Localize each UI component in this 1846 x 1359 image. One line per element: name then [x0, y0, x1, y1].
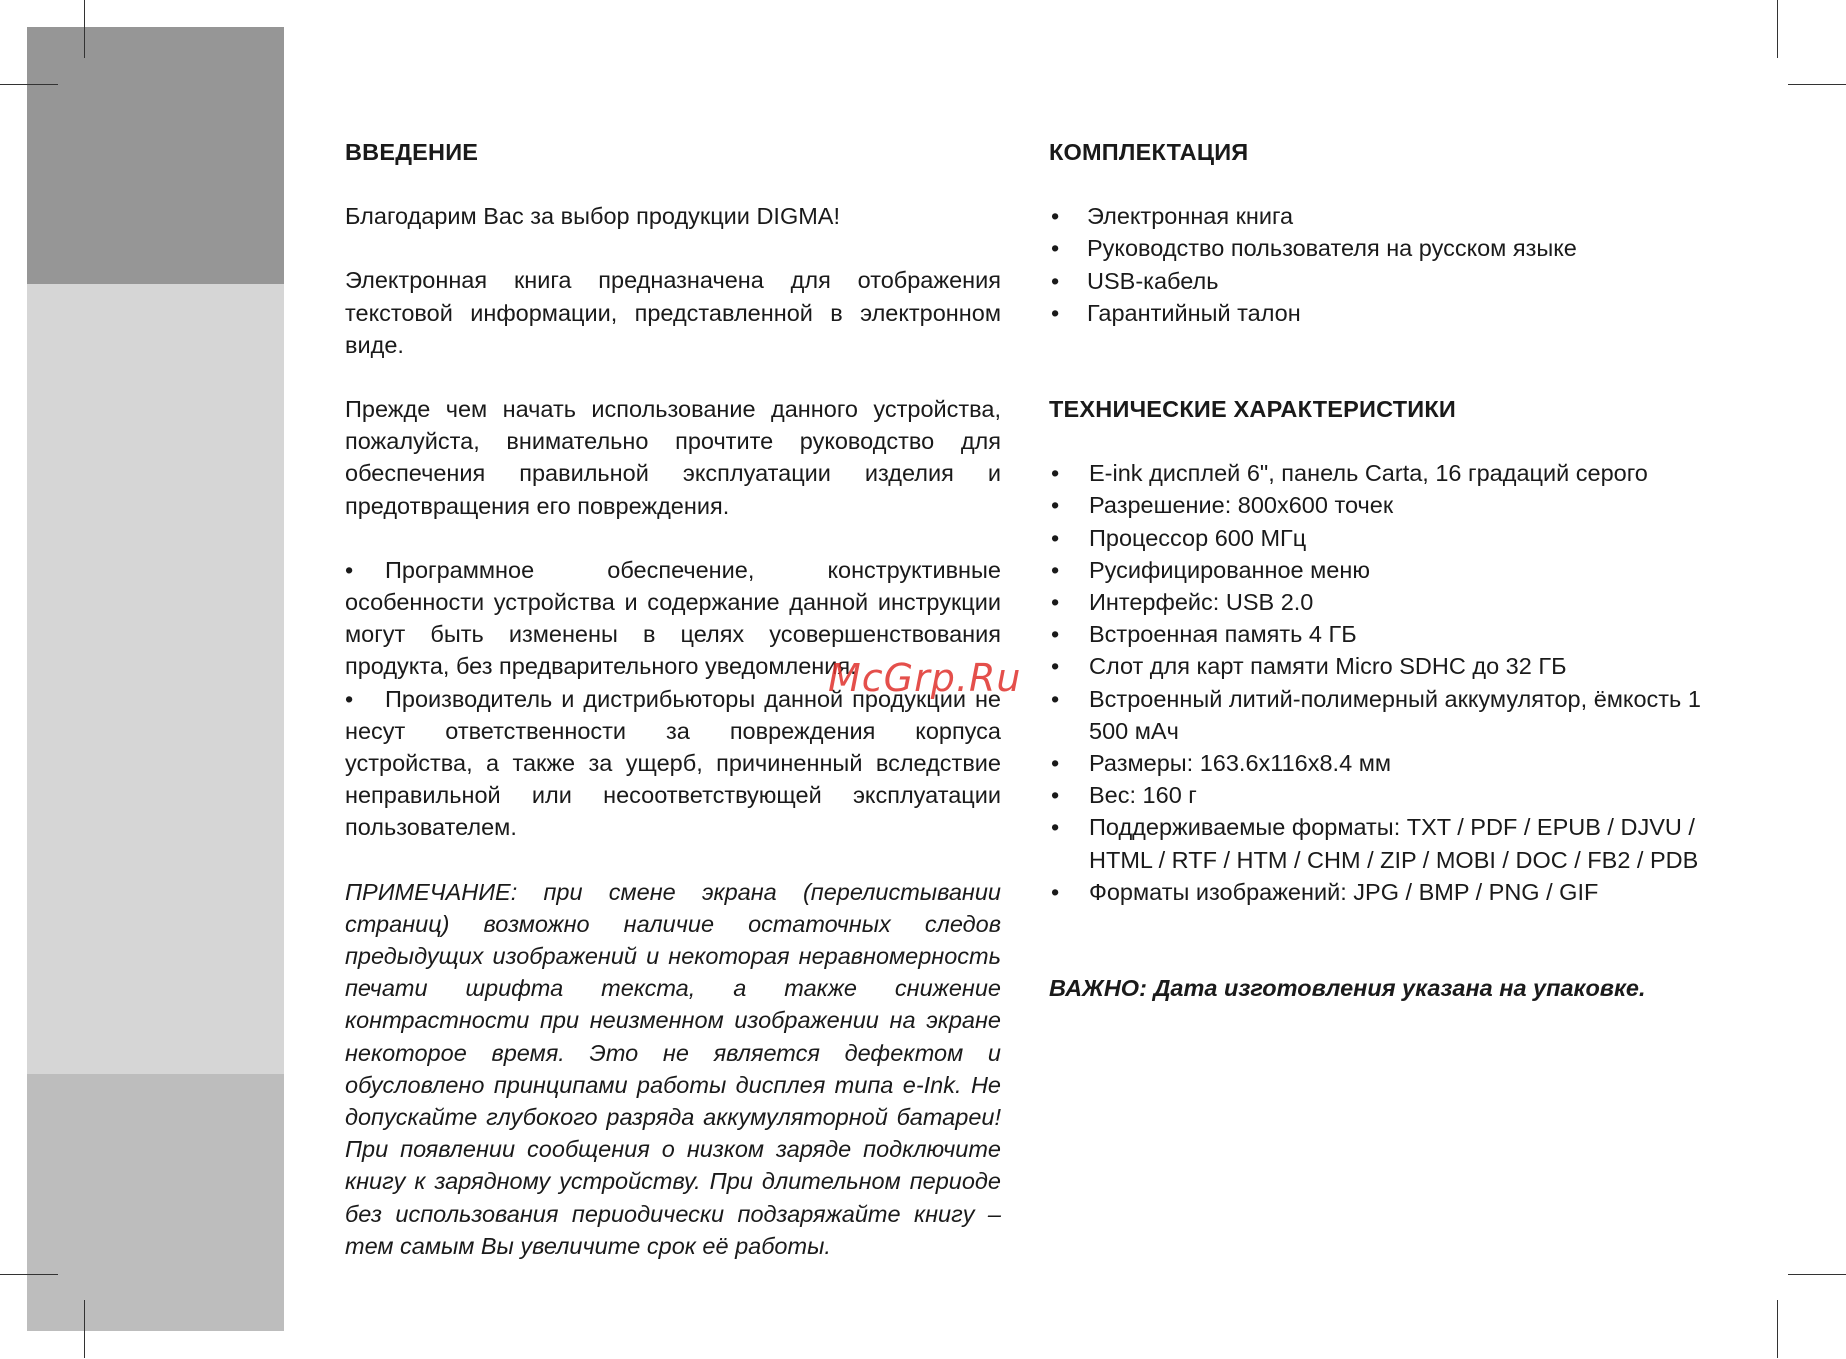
side-strip-bottom — [27, 1074, 284, 1331]
specs-heading: ТЕХНИЧЕСКИЕ ХАРАКТЕРИСТИКИ — [1049, 396, 1456, 423]
crop-mark — [1777, 0, 1778, 58]
crop-mark — [84, 1300, 85, 1358]
list-item: • Размеры: 163.6x116x8.4 мм — [1049, 747, 1709, 779]
crop-mark — [84, 0, 85, 58]
watermark: McGrp.Ru — [828, 656, 1022, 700]
list-item: • Электронная книга — [1049, 200, 1709, 232]
specs-list — [1049, 457, 1709, 908]
list-item: • E-ink дисплей 6", панель Carta, 16 градаций серого — [1049, 457, 1709, 489]
crop-mark — [1788, 84, 1846, 85]
important-note: ВАЖНО: Дата изготовления указана на упаковке. — [1049, 975, 1646, 1002]
side-strip-middle — [27, 284, 284, 1074]
list-item: • USB-кабель — [1049, 265, 1709, 297]
list-item: • Форматы изображений: JPG / BMP / PNG / GIF — [1049, 876, 1709, 908]
disclaimer-text: Программное обеспечение, конструктивные особенности устройства и содержание данной инструкции могут быть изменены в целях усовершенствования продукта, без предварительного уведомления. — [345, 556, 1001, 680]
crop-mark — [0, 84, 58, 85]
list-item: • Вес: 160 г — [1049, 779, 1709, 811]
crop-mark — [1777, 1300, 1778, 1358]
list-item: • Русифицированное меню — [1049, 554, 1709, 586]
intro-heading: ВВЕДЕНИЕ — [345, 139, 479, 165]
side-strip-top — [27, 27, 284, 284]
list-item: • Поддерживаемые форматы: TXT / PDF / EPUB / DJVU / HTML / RTF / HTM / CHM / ZIP / MOBI / DOC / FB2 / PDB — [1049, 811, 1709, 875]
liability-bullet — [345, 683, 1001, 844]
liability-text: Производитель и дистрибьюторы данной продукции не несут ответственности за повреждения корпуса устройства, а также за ущерб, причиненный вследствие неправильной или несоответствующей эксплуатации пользователем. — [345, 685, 1001, 841]
list-item: • Встроенная память 4 ГБ — [1049, 618, 1709, 650]
thanks-paragraph: Благодарим Вас за выбор продукции DIGMA! — [345, 203, 841, 230]
list-item: • Разрешение: 800x600 точек — [1049, 489, 1709, 521]
purpose-paragraph: Электронная книга предназначена для отображения текстовой информации, представленной в электронном виде. — [345, 267, 1001, 358]
bullet-icon: • — [345, 685, 354, 712]
package-heading: КОМПЛЕКТАЦИЯ — [1049, 139, 1249, 165]
package-list — [1049, 200, 1709, 329]
bullet-icon: • — [345, 556, 354, 583]
list-item: • Слот для карт памяти Micro SDHC до 32 ГБ — [1049, 650, 1709, 682]
list-item: • Встроенный литий-полимерный аккумулятор, ёмкость 1 500 мАч — [1049, 683, 1709, 747]
read-manual-paragraph: Прежде чем начать использование данного устройства, пожалуйста, внимательно прочтите руководство для обеспечения правильной эксплуатации изделия и предотвращения его повреждения. — [345, 396, 1001, 519]
specs-column — [1049, 136, 1709, 1004]
list-item: • Интерфейс: USB 2.0 — [1049, 586, 1709, 618]
crop-mark — [1788, 1274, 1846, 1275]
list-item: • Процессор 600 МГц — [1049, 522, 1709, 554]
list-item: • Руководство пользователя на русском языке — [1049, 232, 1709, 264]
crop-mark — [0, 1274, 58, 1275]
note-paragraph: ПРИМЕЧАНИЕ: при смене экрана (перелистывании страниц) возможно наличие остаточных следов предыдущих изображений и некоторая неравномерность печати шрифта текста, а также снижение контрастности при неизменном изображении на экране некоторое время. Это не является дефектом и обусловлено принципами работы дисплея типа e-Ink. Не допускайте глубокого разряда аккумуляторной батареи! При появлении сообщения о низком заряде подключите книгу к зарядному устройству. При длительном периоде без использования периодически подзаряжайте книгу – тем самым Вы увеличите срок её работы. — [345, 878, 1001, 1259]
list-item: • Гарантийный талон — [1049, 297, 1709, 329]
